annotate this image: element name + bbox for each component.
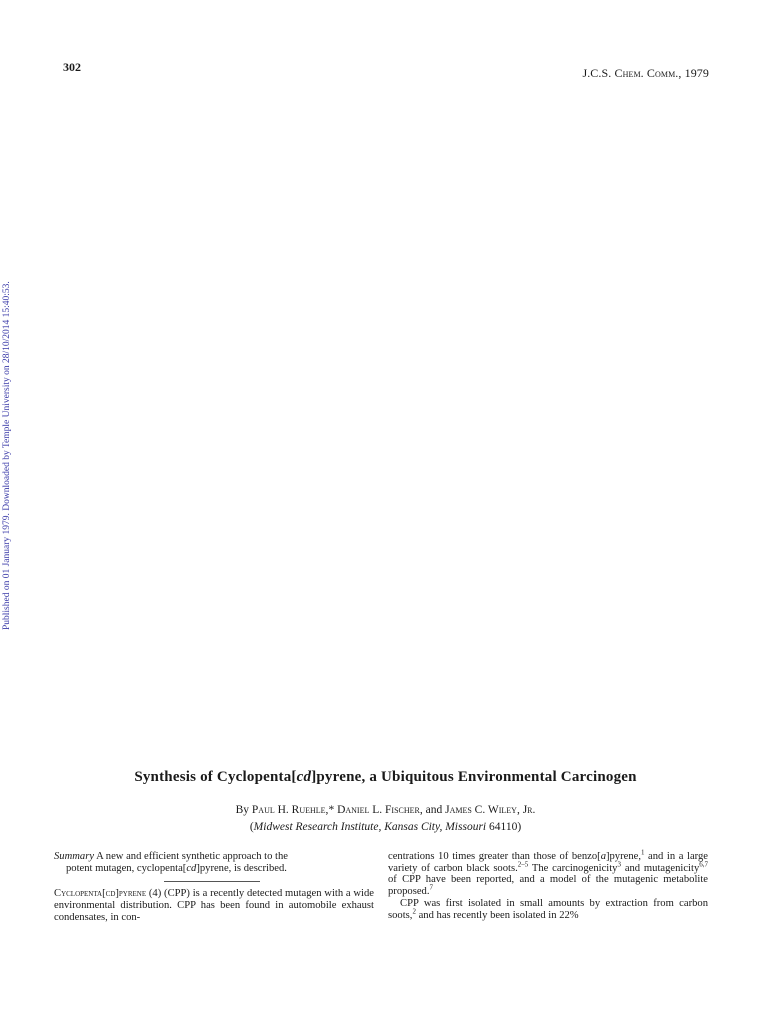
body-paragraph (388, 848, 708, 898)
author-line (0, 804, 771, 816)
authors-by: By (235, 804, 252, 816)
body-paragraph (54, 888, 374, 923)
summary-text: potent mutagen, cyclopenta[ (66, 862, 187, 874)
reference-mark: 2–5 (517, 860, 529, 869)
body-text: centrations 10 times greater than those of benzo[ (388, 851, 601, 862)
body-text: ]pyrene, (605, 851, 641, 862)
right-column (388, 848, 708, 921)
body-text: and in a large variety of carbon black soots. (388, 851, 708, 874)
title-part: Synthesis of Cyclopenta[ (134, 769, 297, 785)
left-column (54, 851, 374, 924)
author-wiley: James C. Wiley, Jr. (445, 804, 536, 816)
affil-zip: 64110 (489, 821, 518, 833)
body-italic: a (600, 851, 606, 862)
affiliation (0, 821, 771, 833)
summary-text: A new and efficient synthetic approach to the (94, 851, 288, 862)
authors-and: and (422, 804, 446, 816)
page-number: 302 (63, 60, 81, 74)
body-text: and has recently been isolated in 22% (415, 909, 579, 921)
body-text: (4) (CPP) is a recently detected mutagen with a wide environmental distribution. CPP has been found in automobile exhaust condensates, in con- (54, 888, 374, 923)
summary (54, 851, 374, 874)
affil-paren: ) (517, 821, 522, 833)
summary-label: Summary (54, 851, 95, 862)
reference-mark: 6,7 (699, 860, 708, 869)
reference-mark: 1 (640, 848, 645, 857)
title-italic: cd (296, 769, 312, 785)
summary-divider (164, 881, 260, 882)
body-text: The carcinogenicity (528, 862, 618, 874)
author-ruehle: Paul H. Ruehle, (251, 804, 329, 816)
journal-year: , 1979 (678, 66, 709, 80)
affiliation-text: Midwest Research Institute, Kansas City, Missouri (253, 821, 489, 833)
article-title (0, 769, 771, 786)
author-fischer: Daniel L. Fischer, (334, 804, 423, 816)
compound-name: Cyclopenta[cd]pyrene (54, 888, 147, 900)
affil-paren: ( (249, 821, 254, 833)
journal-name: Chem. Comm. (614, 66, 679, 80)
summary-line-2 (54, 863, 287, 874)
reference-mark: 7 (429, 883, 433, 892)
body-text: CPP was first isolated in small amounts by extraction from carbon soots, (388, 897, 708, 921)
body-paragraph (388, 898, 708, 921)
download-watermark: Published on 01 January 1979. Downloaded by Temple University on 28/10/2014 15:40:53. (2, 281, 12, 630)
summary-text: ]pyrene, is described. (196, 862, 287, 874)
journal-header (582, 66, 709, 81)
body-text: of CPP have been reported, and a model of the mutagenic metabolite proposed. (388, 874, 708, 898)
reference-mark: 2 (412, 906, 416, 915)
summary-italic: cd (186, 862, 197, 874)
corresponding-mark: * (328, 804, 335, 816)
title-part: ]pyrene, a Ubiquitous Environmental Carcinogen (311, 769, 637, 785)
body-text: and mutagenicity (620, 862, 700, 874)
reference-mark: 3 (617, 860, 621, 869)
journal-prefix: J.C.S. (582, 66, 615, 80)
